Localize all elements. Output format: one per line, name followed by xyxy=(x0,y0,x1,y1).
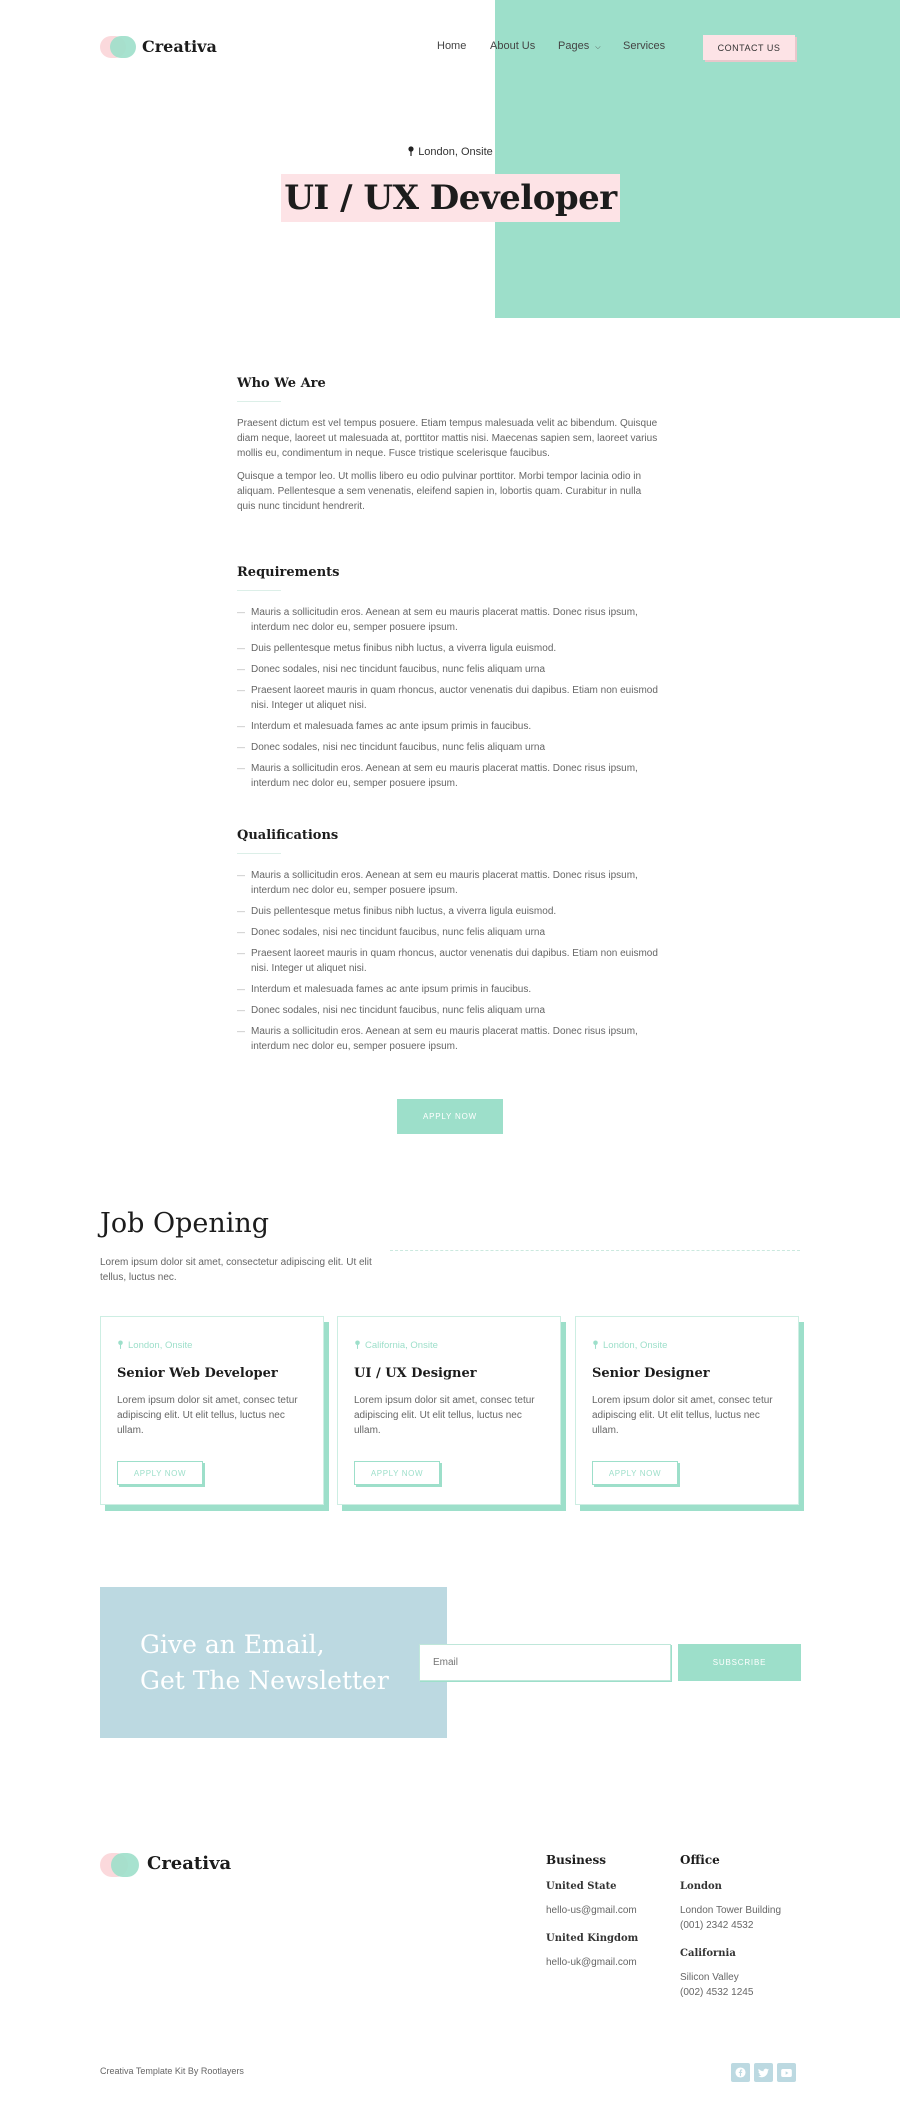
job-card[interactable] xyxy=(100,1316,324,1505)
job-card[interactable] xyxy=(337,1316,561,1505)
job-card-location-text: California, Onsite xyxy=(365,1340,438,1351)
newsletter-line-2: Get The Newsletter xyxy=(140,1666,389,1695)
job-card-title: UI / UX Designer xyxy=(354,1366,477,1381)
newsletter-line-1: Give an Email, xyxy=(140,1630,325,1659)
footer-logo[interactable] xyxy=(100,1853,230,1875)
job-card-apply-button[interactable]: APPLY NOW xyxy=(117,1461,203,1485)
logo-text: Creativa xyxy=(142,37,217,56)
logo-text: Creativa xyxy=(147,1853,232,1874)
map-pin-icon xyxy=(117,1340,124,1349)
newsletter-heading xyxy=(140,1627,389,1699)
job-card-apply-button[interactable]: APPLY NOW xyxy=(354,1461,440,1485)
contact-us-button[interactable]: CONTACT US xyxy=(703,35,795,60)
footer-business-heading: Business xyxy=(546,1853,607,1867)
footer-credit: Creativa Template Kit By Rootlayers xyxy=(100,2066,244,2076)
requirements-section xyxy=(237,565,662,797)
nav-home[interactable]: Home xyxy=(437,40,467,52)
logo-mark-green xyxy=(111,1853,139,1877)
list-item: — Interdum et malesuada fames ac ante ipsum primis in faucibus. xyxy=(237,719,662,734)
list-item: — Interdum et malesuada fames ac ante ipsum primis in faucibus. xyxy=(237,982,662,997)
map-pin-icon xyxy=(592,1340,599,1349)
footer-office-address-2: Silicon Valley xyxy=(680,1972,739,1983)
footer-office-address-1: London Tower Building xyxy=(680,1905,782,1916)
logo[interactable] xyxy=(100,36,220,58)
footer-office-column xyxy=(680,1853,800,2000)
job-opening-divider xyxy=(390,1250,800,1251)
who-paragraph-1: Praesent dictum est vel tempus posuere. Etiam tempus malesuada velit ac bibendum. Quisque diam neque, laoreet ut malesuada at, porttitor mattis nisi. Maecenas sapien sem, laoreet varius mollis eu, condimentum in neque. Fusce tristique scelerisque faucibus. xyxy=(237,418,658,459)
job-card[interactable] xyxy=(575,1316,799,1505)
nav-pages[interactable] xyxy=(558,40,601,52)
logo-mark-green xyxy=(110,36,136,58)
footer-business-sub-1: United State xyxy=(546,1881,617,1892)
heading-divider xyxy=(237,401,281,402)
job-card-description: Lorem ipsum dolor sit amet, consec tetur adipiscing elit. Ut elit tellus, luctus nec ullam. xyxy=(354,1395,535,1436)
nav-about-us[interactable]: About Us xyxy=(490,40,536,52)
footer-office-phone-1: (001) 2342 4532 xyxy=(680,1920,754,1931)
list-item: — Praesent laoreet mauris in quam rhoncus, auctor venenatis dui dapibus. Etiam non euismod nisi. Integer ut aliquet nisi. xyxy=(237,683,662,713)
map-pin-icon xyxy=(354,1340,361,1349)
who-paragraph-2: Quisque a tempor leo. Ut mollis libero eu odio pulvinar porttitor. Morbi tempor lacinia odio in aliquam. Pellentesque a sem venenatis, eleifend sapien in, lobortis quam. Curabitur in nulla quis nunc tincidunt hendrerit. xyxy=(237,471,642,512)
footer-business-sub-2: United Kingdom xyxy=(546,1933,639,1944)
heading-divider xyxy=(237,590,281,591)
apply-now-button[interactable]: APPLY NOW xyxy=(397,1099,503,1134)
list-item: — Praesent laoreet mauris in quam rhoncus, auctor venenatis dui dapibus. Etiam non euismod nisi. Integer ut aliquet nisi. xyxy=(237,946,662,976)
list-item: — Mauris a sollicitudin eros. Aenean at sem eu mauris placerat mattis. Donec risus ipsum, interdum nec dolor eu, semper posuere ipsum. xyxy=(237,1024,662,1054)
job-card-description: Lorem ipsum dolor sit amet, consec tetur adipiscing elit. Ut elit tellus, luctus nec ullam. xyxy=(592,1395,773,1436)
list-item: — Donec sodales, nisi nec tincidunt faucibus, nunc felis aliquam urna xyxy=(237,740,662,755)
footer-office-phone-2: (002) 4532 1245 xyxy=(680,1987,754,1998)
nav-pages-label: Pages xyxy=(558,40,590,52)
job-card-location-text: London, Onsite xyxy=(603,1340,668,1351)
footer-office-heading: Office xyxy=(680,1853,720,1867)
footer-email-us[interactable]: hello-us@gmail.com xyxy=(546,1905,637,1916)
list-item: — Donec sodales, nisi nec tincidunt faucibus, nunc felis aliquam urna xyxy=(237,925,662,940)
twitter-icon[interactable] xyxy=(754,2063,773,2082)
qualifications-section xyxy=(237,828,662,1060)
job-opening-heading: Job Opening xyxy=(100,1208,270,1239)
job-card-title: Senior Designer xyxy=(592,1366,710,1381)
qualifications-heading: Qualifications xyxy=(237,828,339,843)
nav-services[interactable]: Services xyxy=(623,40,666,52)
job-card-location xyxy=(592,1340,667,1351)
footer-email-uk[interactable]: hello-uk@gmail.com xyxy=(546,1957,637,1968)
list-item: — Mauris a sollicitudin eros. Aenean at sem eu mauris placerat mattis. Donec risus ipsum, interdum nec dolor eu, semper posuere ipsum. xyxy=(237,605,662,635)
who-we-are-heading: Who We Are xyxy=(237,376,326,391)
subscribe-button[interactable]: SUBSCRIBE xyxy=(678,1644,801,1681)
heading-divider xyxy=(237,853,281,854)
list-item: — Donec sodales, nisi nec tincidunt faucibus, nunc felis aliquam urna xyxy=(237,662,662,677)
footer-office-sub-1: London xyxy=(680,1881,722,1892)
job-card-apply-button[interactable]: APPLY NOW xyxy=(592,1461,678,1485)
hero-location-text: London, Onsite xyxy=(418,146,493,158)
email-input[interactable] xyxy=(419,1644,671,1681)
list-item: — Donec sodales, nisi nec tincidunt faucibus, nunc felis aliquam urna xyxy=(237,1003,662,1018)
map-pin-icon xyxy=(407,146,415,156)
job-card-location xyxy=(354,1340,438,1351)
footer-business-column xyxy=(546,1853,666,1970)
list-item: — Duis pellentesque metus finibus nibh luctus, a viverra ligula euismod. xyxy=(237,641,662,656)
requirements-list xyxy=(237,605,662,791)
page-title: UI / UX Developer xyxy=(284,178,617,218)
qualifications-list xyxy=(237,868,662,1054)
job-card-description: Lorem ipsum dolor sit amet, consec tetur adipiscing elit. Ut elit tellus, luctus nec ullam. xyxy=(117,1395,298,1436)
list-item: — Mauris a sollicitudin eros. Aenean at sem eu mauris placerat mattis. Donec risus ipsum, interdum nec dolor eu, semper posuere ipsum. xyxy=(237,868,662,898)
job-opening-description: Lorem ipsum dolor sit amet, consectetur adipiscing elit. Ut elit tellus, luctus nec. xyxy=(100,1257,372,1283)
hero-accent-panel xyxy=(495,0,900,318)
job-card-location-text: London, Onsite xyxy=(128,1340,193,1351)
hero-location xyxy=(0,146,900,158)
who-we-are-section xyxy=(237,376,662,514)
job-card-title: Senior Web Developer xyxy=(117,1366,278,1381)
list-item: — Mauris a sollicitudin eros. Aenean at sem eu mauris placerat mattis. Donec risus ipsum, interdum nec dolor eu, semper posuere ipsum. xyxy=(237,761,662,791)
requirements-heading: Requirements xyxy=(237,565,340,580)
hero-title-box xyxy=(281,174,620,222)
youtube-icon[interactable] xyxy=(777,2063,796,2082)
list-item: — Duis pellentesque metus finibus nibh luctus, a viverra ligula euismod. xyxy=(237,904,662,919)
facebook-icon[interactable] xyxy=(731,2063,750,2082)
job-card-location xyxy=(117,1340,192,1351)
footer-office-sub-2: California xyxy=(680,1948,736,1959)
chevron-down-icon: ⌵ xyxy=(595,44,601,51)
